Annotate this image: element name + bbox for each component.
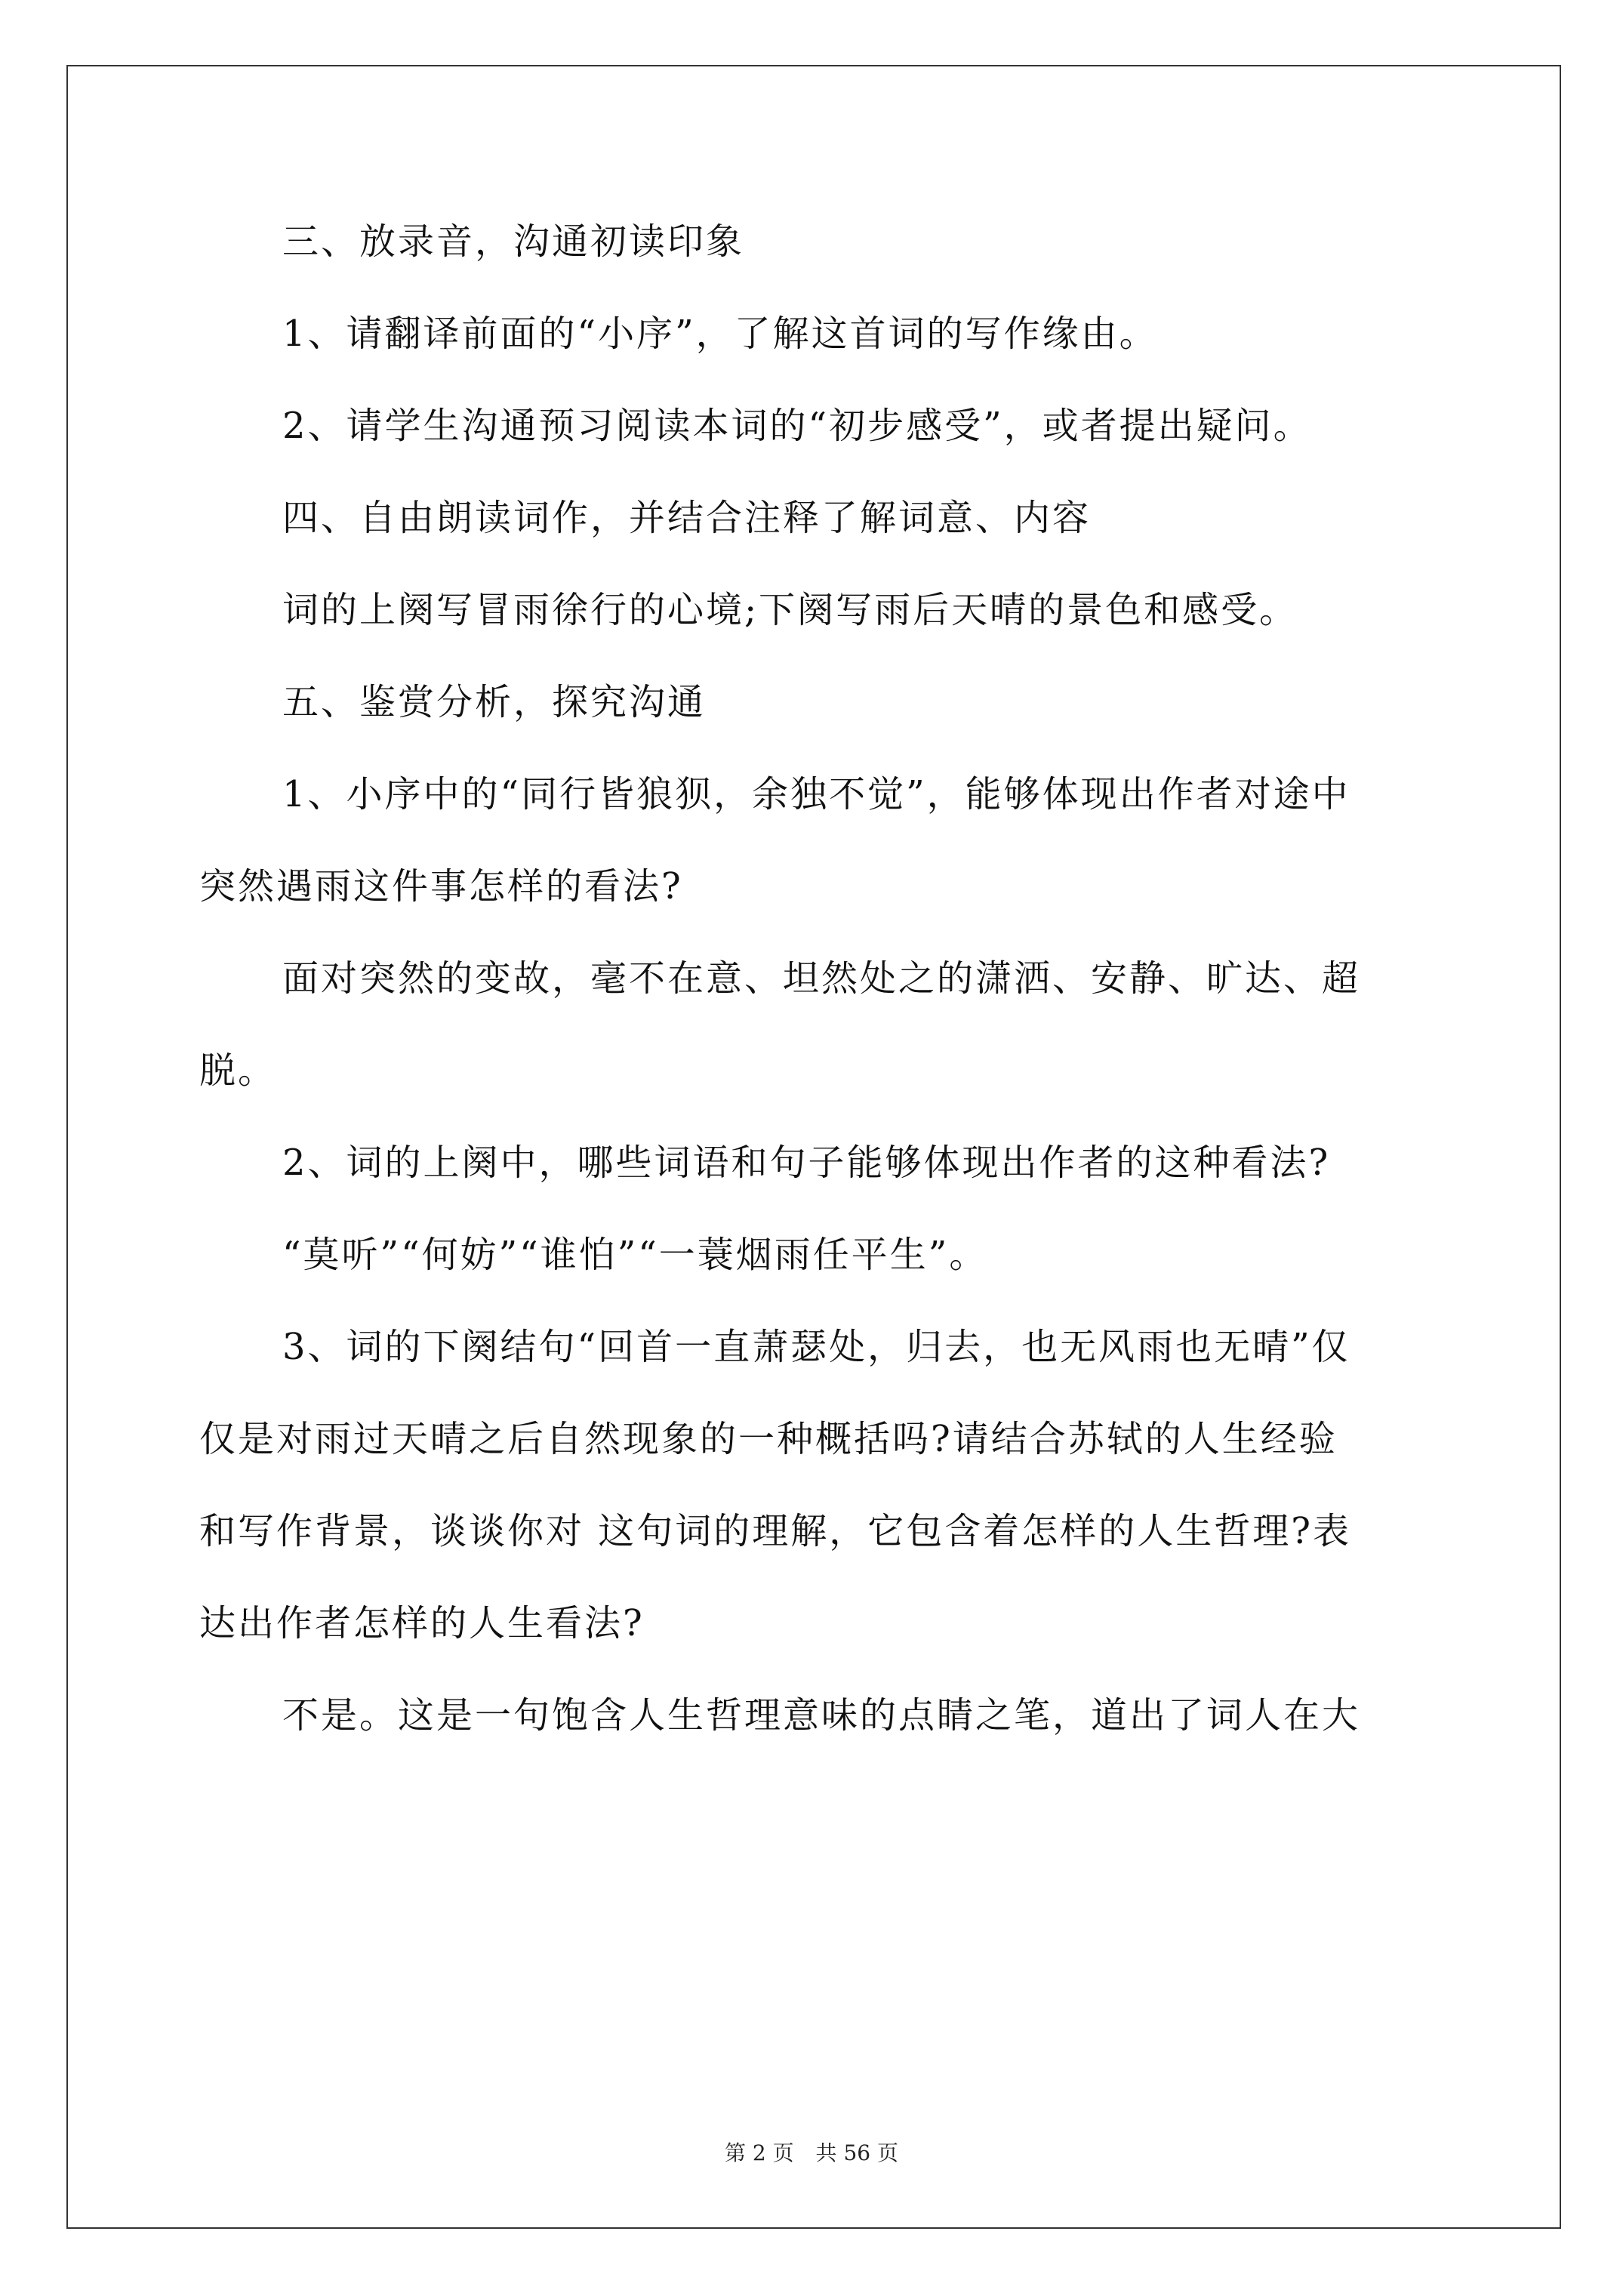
heading-section-3: 三、放录音，沟通初读印象	[282, 220, 745, 263]
paragraph: 1、请翻译前面的“小序”，了解这首词的写作缘由。	[282, 313, 1158, 355]
paragraph: 面对突然的变故，毫不在意、坦然处之的潇洒、安静、旷达、超	[282, 957, 1361, 1000]
paragraph-continuation: 脱。	[199, 1049, 277, 1092]
page-number: 第 2 页	[725, 2140, 794, 2165]
paragraph: 2、词的上阕中，哪些词语和句子能够体现出作者的这种看法?	[282, 1142, 1331, 1184]
paragraph: 3、词的下阕结句“回首一直萧瑟处，归去，也无风雨也无晴”仅	[282, 1326, 1350, 1368]
paragraph: 词的上阕写冒雨徐行的心境;下阕写雨后天晴的景色和感受。	[282, 589, 1298, 631]
paragraph: 1、小序中的“同行皆狼狈，余独不觉”，能够体现出作者对途中	[282, 773, 1350, 815]
page-footer	[0, 2140, 1623, 2167]
paragraph: 不是。这是一句饱含人生哲理意味的点睛之笔，道出了词人在大	[282, 1694, 1361, 1737]
page-total: 共 56 页	[815, 2140, 898, 2165]
heading-section-5: 五、鉴赏分析，探究沟通	[282, 681, 707, 723]
paragraph-continuation: 达出作者怎样的人生看法?	[199, 1602, 645, 1644]
paragraph-continuation: 仅是对雨过天晴之后自然现象的一种概括吗?请结合苏轼的人生经验	[199, 1418, 1338, 1460]
paragraph-continuation: 突然遇雨这件事怎样的看法?	[199, 865, 683, 908]
paragraph: 2、请学生沟通预习阅读本词的“初步感受”，或者提出疑问。	[282, 405, 1312, 447]
heading-section-4: 四、自由朗读词作，并结合注释了解词意、内容	[282, 497, 1092, 539]
paragraph: “莫听”“何妨”“谁怕”“一蓑烟雨任平生”。	[282, 1234, 988, 1276]
paragraph-continuation: 和写作背景，谈谈你对 这句词的理解，它包含着怎样的人生哲理?表	[199, 1510, 1351, 1552]
